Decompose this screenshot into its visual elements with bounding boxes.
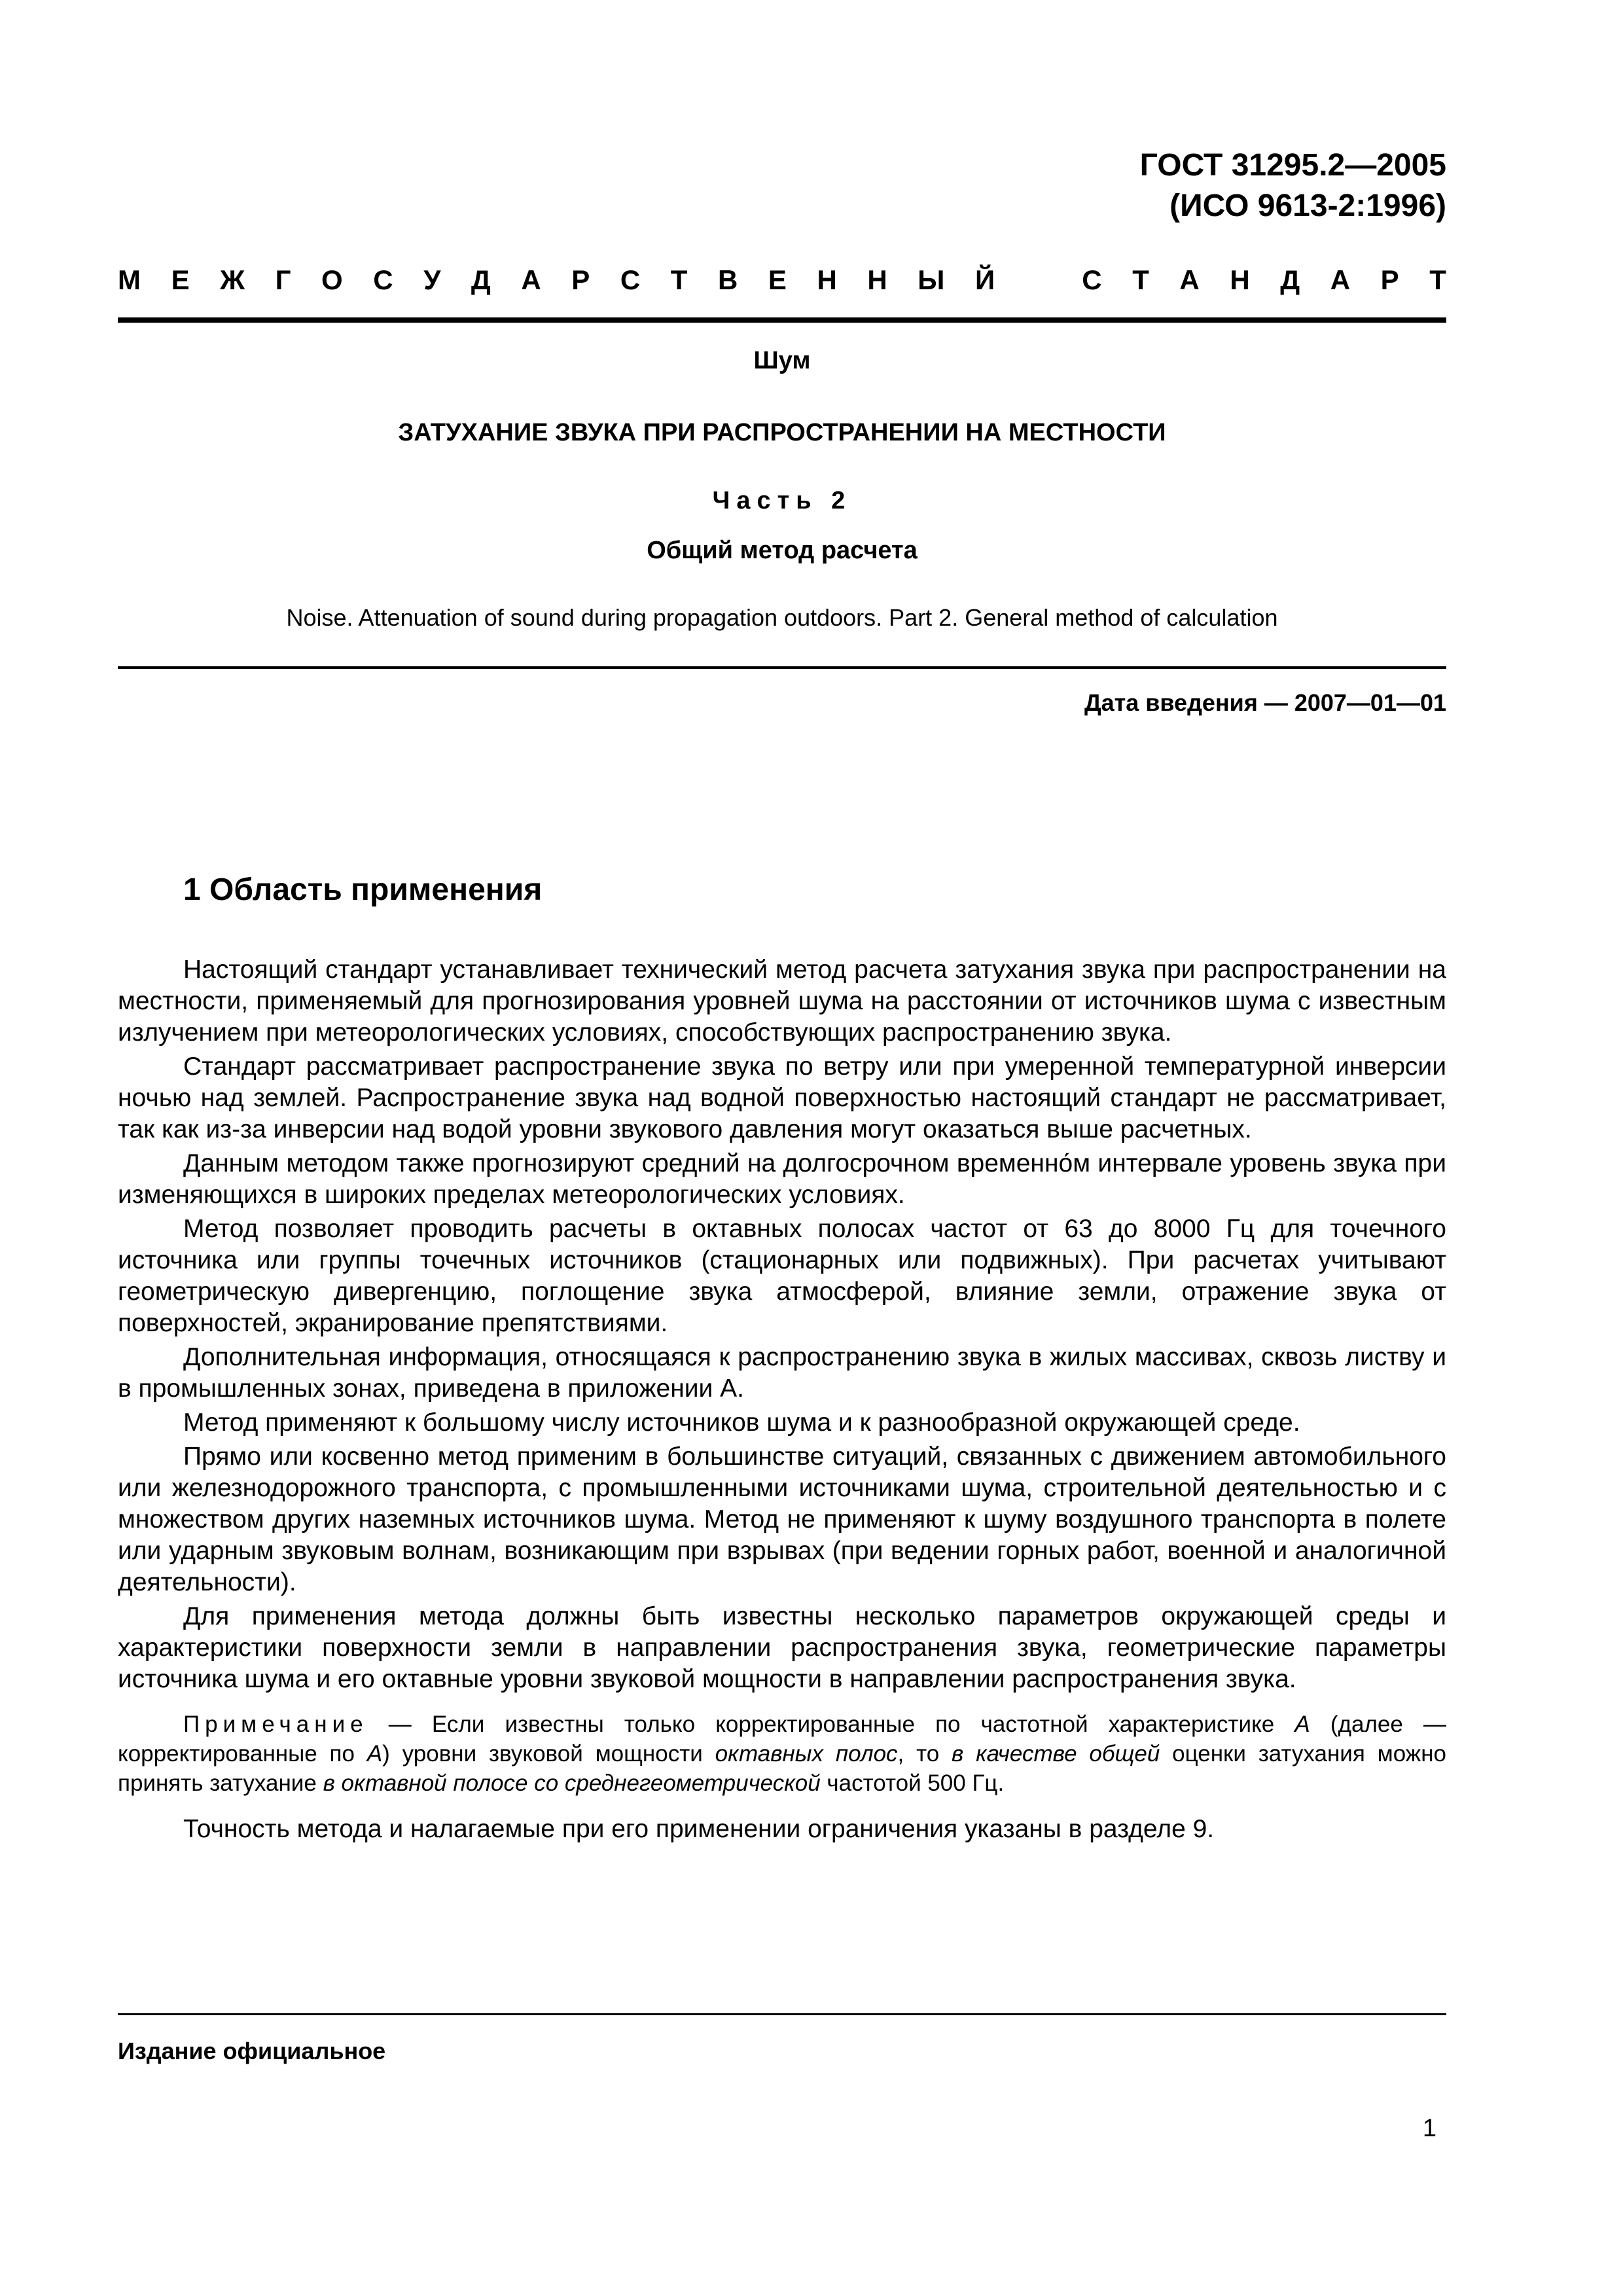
- iso-number: (ИСО 9613-2:1996): [1169, 188, 1446, 223]
- paragraph: Прямо или косвенно метод применим в большинстве ситуаций, связанных с движением автомобильного или железнодорожного транспорта, с промышленными источниками шума, строительной деятельностью и с множеством других наземных источников шума. Метод не применяют к шуму воздушного транспорта в полете или ударным звуковым волнам, возникающим при взрывах (при ведении горных работ, военной и аналогичной деятельности).: [118, 1443, 1446, 1596]
- banner-letter: Д: [1280, 264, 1300, 295]
- banner-letter: Т: [1132, 264, 1149, 295]
- note-text: — Если известны только корректированные по частотной характеристике: [368, 1712, 1295, 1737]
- method-title: Общий метод расчета: [647, 537, 918, 564]
- note-text: оценки затухания можно принять затухание: [118, 1741, 1446, 1796]
- introduction-date: Дата введения — 2007—01—01: [1084, 689, 1446, 716]
- note-text: , то: [897, 1741, 952, 1767]
- banner-letter: Н: [817, 264, 837, 295]
- page-number: 1: [1422, 2115, 1436, 2142]
- banner-letter: Т: [1429, 264, 1446, 295]
- paragraph: Для применения метода должны быть известны несколько параметров окружающей среды и характеристики поверхности земли в направлении распространения звука, геометрические параметры источника шума и его октавные уровни звуковой мощности в направлении распространения звука.: [118, 1602, 1446, 1693]
- paragraph: Данным методом также прогнозируют средний на долгосрочном временно́м интервале уровень звука при изменяющихся в широких пределах метеорологических условиях.: [118, 1149, 1446, 1209]
- paragraph: Стандарт рассматривает распространение звука по ветру или при умеренной температурной инверсии ночью над землей. Распространение звука над водной поверхностью настоящий стандарт не рассматривает, так как из-за инверсии над водой уровни звукового давления могут оказаться выше расчетных.: [118, 1052, 1446, 1143]
- document-designation: [1140, 145, 1446, 226]
- banner-letter: А: [1330, 264, 1351, 295]
- section-heading: 1 Область применения: [183, 872, 543, 907]
- banner-letter: Р: [1380, 264, 1399, 295]
- banner-letter: С: [373, 264, 393, 295]
- scope-section: [118, 870, 1446, 1845]
- note-text: ) уровни звуковой мощности: [382, 1741, 715, 1767]
- note: [118, 1710, 1446, 1798]
- banner-letter: С: [1082, 264, 1102, 295]
- banner-letter: Е: [171, 264, 190, 295]
- banner-letter: Т: [670, 264, 688, 295]
- note-text: частотой 500 Гц.: [820, 1770, 1005, 1796]
- note-italic: в октавной полосе со среднегеометрической: [323, 1770, 821, 1796]
- banner-letter: О: [321, 264, 343, 295]
- banner-letter: Г: [275, 264, 291, 295]
- banner-letter: М: [118, 264, 141, 295]
- note-italic: А: [366, 1741, 383, 1767]
- header-rule: [118, 317, 1446, 323]
- banner-letter: В: [717, 264, 738, 295]
- main-title: ЗАТУХАНИЕ ЗВУКА ПРИ РАСПРОСТРАНЕНИИ НА МЕСТНОСТИ: [398, 419, 1166, 446]
- paragraph: Точность метода и налагаемые при его применении ограничения указаны в разделе 9.: [183, 1815, 1215, 1843]
- paragraph: Дополнительная информация, относящаяся к распространению звука в жилых массивах, сквозь листву и в промышленных зонах, приведена в приложении А.: [118, 1343, 1446, 1403]
- interstate-standard-banner: [118, 262, 1446, 298]
- banner-letter: Д: [471, 264, 491, 295]
- banner-letter: У: [423, 264, 441, 295]
- banner-word-gap: [1026, 262, 1052, 298]
- banner-letter: Н: [1230, 264, 1250, 295]
- paragraph: Метод позволяет проводить расчеты в октавных полосах частот от 63 до 8000 Гц для точечного источника или группы точечных источников (стационарных или подвижных). При расчетах учитывают геометрическую дивергенцию, поглощение звука атмосферой, влияние земли, отражение звука от поверхностей, экранирование препятствиями.: [118, 1215, 1446, 1337]
- banner-letter: Ж: [220, 264, 245, 295]
- note-italic: октавных полос: [715, 1741, 898, 1767]
- note-italic: в качестве общей: [952, 1741, 1160, 1767]
- banner-letter: Р: [571, 264, 590, 295]
- footer-rule: [118, 2013, 1446, 2015]
- note-label: Примечание: [183, 1712, 368, 1737]
- official-edition: Издание официальное: [118, 2037, 386, 2064]
- banner-letter: Ы: [918, 264, 945, 295]
- banner-letter: А: [1179, 264, 1200, 295]
- banner-letter: А: [521, 264, 541, 295]
- gost-number: ГОСТ 31295.2—2005: [1139, 148, 1446, 183]
- note-text: (далее — корректированные по: [118, 1712, 1446, 1767]
- paragraph: Метод применяют к большому числу источников шума и к разнообразной окружающей среде.: [183, 1408, 1300, 1437]
- paragraph: Настоящий стандарт устанавливает технический метод расчета затухания звука при распространении на местности, применяемый для прогнозирования уровней шума на расстоянии от источников шума с известным излучением при метеорологических условиях, способствующих распространению звука.: [118, 956, 1446, 1047]
- banner-letter: Н: [867, 264, 887, 295]
- banner-letter: С: [620, 264, 641, 295]
- title-rule: [118, 666, 1446, 669]
- note-italic: А: [1294, 1712, 1310, 1737]
- banner-letter: Е: [768, 264, 787, 295]
- part-title: Часть 2: [712, 487, 852, 514]
- subject-title: Шум: [753, 347, 811, 374]
- english-title: Noise. Attenuation of sound during propagation outdoors. Part 2. General method of calculation: [286, 604, 1278, 631]
- banner-letter: Й: [974, 264, 995, 295]
